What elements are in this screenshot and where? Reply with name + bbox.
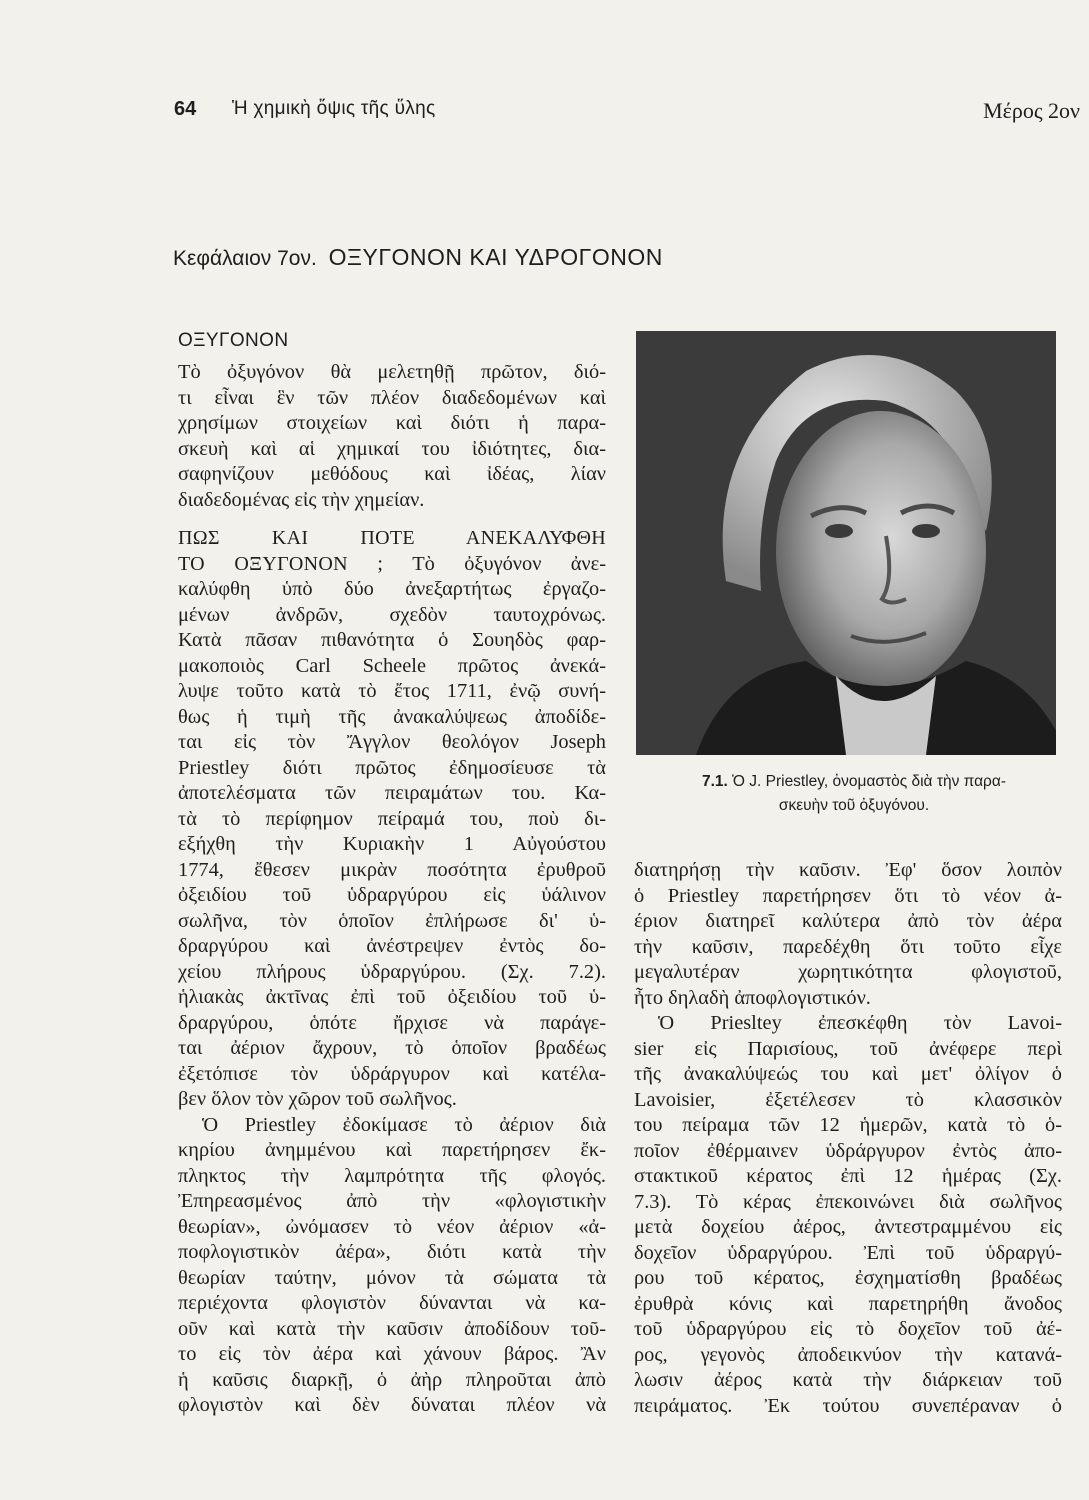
text-line: έριον διατηρεῖ καλύτερα ἀπὸ τὸν ἀέρα <box>634 910 1062 932</box>
text-line: ἐρυθρὰ κόνις καὶ παρετηρήθη ἄνοδος <box>634 1292 1062 1315</box>
text-line: χρησίμων στοιχείων καὶ διότι ἡ παρα- <box>178 412 606 434</box>
text-line: μακοποιὸς Carl Scheele πρῶτος ἀνεκά- <box>178 654 606 677</box>
text-line: σαφηνίζουν μεθόδους καὶ ἰδέας, λίαν <box>178 463 606 485</box>
text-line: κηρίου ἀνημμένου καὶ παρετήρησεν ἔκ- <box>178 1139 606 1161</box>
text-line: Ἐπηρεασμένος ἀπὸ τὴν «φλογιστικὴν <box>178 1190 606 1212</box>
text-line: sier εἰς Παρισίους, τοῦ ἀνέφερε περὶ <box>634 1037 1062 1060</box>
caption-line <box>634 770 1074 794</box>
text-line: δραργύρου, ὁπότε ἤρχισε νὰ παράγε- <box>178 1011 606 1034</box>
text-line <box>178 526 606 552</box>
text-line: τῆς ἀνακαλύψεώς του καὶ μετ' ὀλίγον ὁ <box>634 1063 1062 1085</box>
figure-caption <box>634 770 1074 818</box>
discovery-heading-cont: ΤΟ ΟΞΥΓΟΝΟΝ ; <box>178 552 384 575</box>
text-line: λωσιν ἀέρος κατὰ τὴν διάρκειαν τοῦ <box>634 1369 1062 1391</box>
text-line: τι εἶναι ἓν τῶν πλέον διαδεδομένων καὶ <box>178 386 606 409</box>
caption-text: Ὁ J. Priestley, ὀνομαστὸς διὰ τὴν παρα- <box>732 773 1007 790</box>
text-line: ται ἀέριον ἄχρουν, τὸ ὁποῖον βραδέως <box>178 1037 606 1059</box>
priestley-portrait <box>636 331 1056 755</box>
text-line: δοχεῖον ὑδραργύρου. Ἐπὶ τοῦ ὑδραργύ- <box>634 1241 1062 1264</box>
text-line: ἡλιακὰς ἀκτῖνας ἐπὶ τοῦ ὀξειδίου τοῦ ὑ- <box>178 986 606 1008</box>
text-line: ποῖον ἐθέρμαινεν ὑδράργυρον ἐντὸς ἀπο- <box>634 1139 1062 1162</box>
text-line: ρος, γεγονὸς ἀποδεικνύον τὴν κατανά- <box>634 1343 1062 1366</box>
text-line: ἦτο δηλαδὴ ἀποφλογιστικόν. <box>634 986 871 1009</box>
text-line: τὰ τὸ περίφημον πείραμά του, ποὺ δι- <box>178 807 606 830</box>
text-line: μένων ἀνδρῶν, σχεδὸν ταυτοχρόνως. <box>178 603 606 626</box>
text-line: Τὸ ὀξυγόνον θὰ μελετηθῇ πρῶτον, διό- <box>178 361 606 383</box>
page-header <box>174 98 1084 128</box>
text-line: φλογιστὸν καὶ δὲν δύναται πλέον νὰ <box>178 1394 606 1416</box>
chapter-title <box>173 244 1073 271</box>
text-line: ἀποτελέσματα τῶν πειραμάτων του. Κα- <box>178 782 606 804</box>
text-line: θως ἡ τιμὴ τῆς ἀνακαλύψεως ἀποδίδε- <box>178 705 606 728</box>
text-line: Priestley διότι πρῶτος ἐδημοσίευσε τὰ <box>178 756 606 779</box>
text-line: ται εἰς τὸν Ἄγγλον θεολόγον Joseph <box>178 731 606 753</box>
text-line: ποφλογιστικὸν ἀέρα», διότι κατὰ τὴν <box>178 1241 606 1263</box>
text-line: δραργύρου καὶ ἀνέστρεψεν ἐντὸς δο- <box>178 935 606 957</box>
text-line: τὴν καῦσιν, παρεδέχθη ὅτι τοῦτο εἶχε <box>634 935 1062 958</box>
text-line: οῦν καὶ κατὰ τὴν καῦσιν ἀποδίδουν τοῦ- <box>178 1317 606 1340</box>
text-line: Lavoisier, ἐξετέλεσεν τὸ κλασσικὸν <box>634 1088 1062 1111</box>
text-line: 7.3). Τὸ κέρας ἐπεκοινώνει διὰ σωλῆνος <box>634 1190 1062 1213</box>
text-line: χείου πλήρους ὑδραργύρου. (Σχ. 7.2). <box>178 960 606 983</box>
chapter-name: ΟΞΥΓΟΝΟΝ ΚΑΙ ΥΔΡΟΓΟΝΟΝ <box>328 244 663 270</box>
text-line: του πείραμα τῶν 12 ἡμερῶν, κατὰ τὸ ὁ- <box>634 1114 1062 1136</box>
intro-paragraph <box>178 360 606 513</box>
continuation-paragraph <box>634 858 1062 1011</box>
text-line: 1774, ἔθεσεν μικρὰν ποσότητα ἐρυθροῦ <box>178 858 606 881</box>
text-line: ἐξετόπισε τὸν ὑδράργυρον καὶ κατέλα- <box>178 1062 606 1085</box>
text-line: ὁ Priestley παρετήρησεν ὅτι τὸ νέον ἀ- <box>634 884 1062 907</box>
text-line: ὀξειδίου τοῦ ὑδραργύρου εἰς ὑάλινον <box>178 884 606 906</box>
text-line: στακτικοῦ κέρατος ἐπὶ 12 ἡμέρας (Σχ. <box>634 1165 1062 1187</box>
text-line: Κατὰ πᾶσαν πιθανότητα ὁ Σουηδὸς φαρ- <box>178 629 606 651</box>
priestley-paragraph <box>178 1113 606 1419</box>
text-line: διατηρήσῃ τὴν καῦσιν. Ἐφ' ὅσον λοιπὸν <box>634 859 1062 881</box>
text-line: διαδεδομένας εἰς τὴν χημείαν. <box>178 488 425 511</box>
text-line: σωλῆνα, τὸν ὁποῖον ἐπλήρωσε δι' ὑ- <box>178 909 606 932</box>
page-number: 64 <box>174 98 197 120</box>
right-column <box>634 858 1062 1419</box>
text-line: θεωρίαν», ὠνόμασεν τὸ νέον ἀέριον «ἀ- <box>178 1215 606 1238</box>
text-line: καλύφθη ὑπὸ δύο ἀνεξαρτήτως ἐργαζο- <box>178 578 606 600</box>
text-line: ἡ καῦσις διαρκῇ, ὁ ἀὴρ πληροῦται ἀπὸ <box>178 1368 606 1391</box>
running-title: Ἡ χημικὴ ὄψις τῆς ὕλης <box>232 98 436 119</box>
portrait-illustration <box>636 331 1056 755</box>
text-line: Ὁ Priestley ἐδοκίμασε τὸ ἀέριον διὰ <box>202 1113 606 1136</box>
text-line: βεν ὅλον τὸν χῶρον τοῦ σωλῆνος. <box>178 1088 457 1110</box>
text-line: Ὁ Prieslteу ἐπεσκέφθη τὸν Lavoi- <box>658 1012 1062 1034</box>
text-line: μεγαλυτέραν χωρητικότητα φλογιστοῦ, <box>634 961 1062 983</box>
text-line: σκευὴ καὶ αἱ χημικαί του ἰδιότητες, δια- <box>178 437 606 460</box>
chapter-number: Κεφάλαιον 7ον. <box>173 247 317 270</box>
left-column <box>178 330 606 1419</box>
text-line: πειράματος. Ἐκ τούτου συνεπέραναν ὁ <box>634 1394 1062 1417</box>
lavoisier-paragraph <box>634 1011 1062 1419</box>
section-heading: ΟΞΥΓΟΝΟΝ <box>178 330 289 351</box>
text-line: λυψε τοῦτο κατὰ τὸ ἔτος 1711, ἐνῷ συνή- <box>178 680 606 702</box>
text-line: μετὰ δοχείου ἀέρος, ἀντεστραμμένου εἰς <box>634 1216 1062 1238</box>
text-line: πληκτος τὴν λαμπρότητα τῆς φλογός. <box>178 1164 606 1187</box>
text-line: εξήχθη τὴν Κυριακὴν 1 Αὐγούστου <box>178 833 606 855</box>
text-line: ΤΟ ΟΞΥΓΟΝΟΝ ; Τὸ ὀξυγόνον ἀνε- <box>178 552 606 575</box>
text-line: περιέχοντα φλογιστὸν δύνανται νὰ κα- <box>178 1292 606 1314</box>
text-line: το εἰς τὸν ἀέρα καὶ χάνουν βάρος. Ἂν <box>178 1343 606 1365</box>
caption-line-2: σκευὴν τοῦ ὀξυγόνου. <box>778 797 930 814</box>
discovery-paragraph <box>178 526 606 1113</box>
part-label: Μέρος 2ον <box>983 98 1080 123</box>
text-line: τοῦ ὑδραργύρου εἰς τὸ δοχεῖον τοῦ ἀέ- <box>634 1318 1062 1340</box>
figure-number: 7.1. <box>701 773 728 790</box>
text-line: ρου τοῦ κέρατος, ἐσχηματίσθη βραδέως <box>634 1267 1062 1289</box>
text-line: θεωρίαν ταύτην, μόνον τὰ σώματα τὰ <box>178 1266 606 1289</box>
discovery-heading: ΠΩΣ ΚΑΙ ΠΟΤΕ ΑΝΕΚΑΛΥΦΘΗ <box>178 527 606 549</box>
